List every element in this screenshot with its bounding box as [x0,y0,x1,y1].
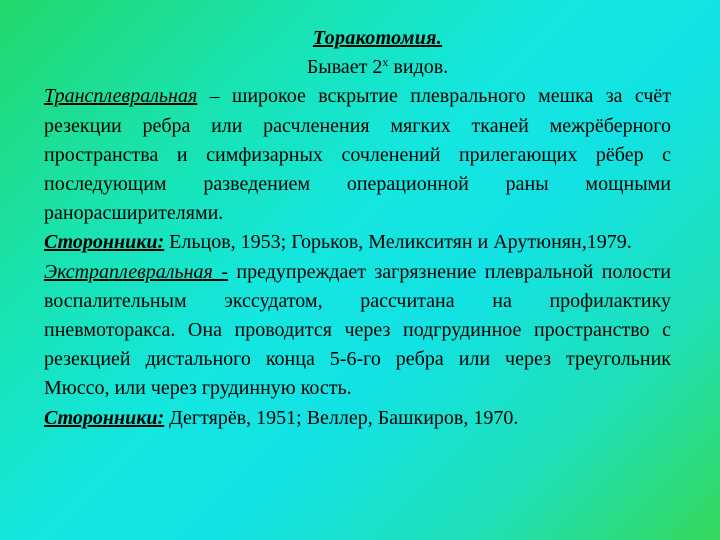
supporters-text: Ельцов, 1953; Горьков, Меликситян и Арутюнян,1979. [164,231,632,254]
transpleural-term: Трансплевральная [44,85,198,108]
subtitle-superscript: х [382,55,389,70]
transpleural-supporters [44,228,671,257]
slide-content [44,24,671,433]
supporters-label: Сторонники: [44,231,165,254]
extrapleural-text: предупреждает загрязнение плевральной полости воспалительным экссудатом, рассчитана на профилактику пневмоторакса. Она проводится через подгрудинное пространство с резекцией дистального конца 5-6-го ребра или через треугольник Мюссо, или через грудинную кость. [44,260,671,400]
extrapleural-term: Экстраплевральная - [44,260,228,283]
supporters-label: Сторонники: [44,406,165,429]
subtitle-suffix: видов. [388,56,449,79]
transpleural-paragraph [44,82,671,228]
transpleural-text: – широкое вскрытие плеврального мешка за счёт резекции ребра или расчленения мягких тканей межрёберного пространства и симфизарных сочленений прилегающих рёбер с последующим разведением операционной раны мощными ранорасширителями. [44,85,671,225]
extrapleural-supporters [44,404,671,433]
slide-title: Торакотомия. [312,27,443,49]
subtitle-prefix: Бывает 2 [306,56,383,79]
extrapleural-paragraph [44,258,671,404]
slide-subtitle [44,53,671,82]
supporters-text: Дегтярёв, 1951; Веллер, Башкиров, 1970. [164,406,519,429]
